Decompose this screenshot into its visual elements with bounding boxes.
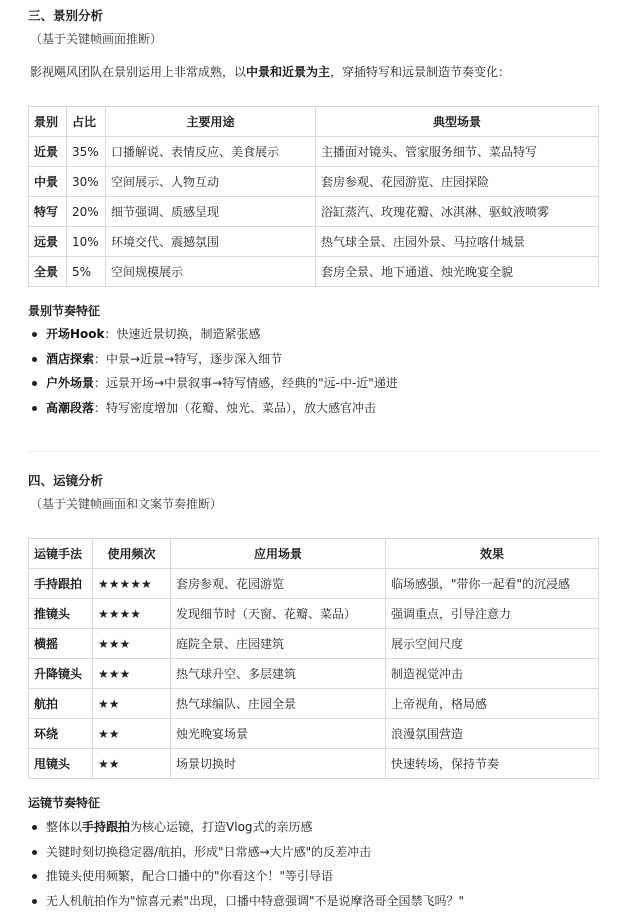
shot-rhythm-title: 景别节奏特征 [28,302,100,319]
cell-effect: 制造视觉冲击 [386,659,599,689]
shot-rhythm-list [28,322,398,420]
item-text: ：远景开场→中景叙事→特写情感，经典的"远-中-近"递进 [94,376,398,390]
cell-scene: 套房全景、地下通道、烛光晚宴全貌 [316,257,599,287]
cell-frequency: ★★★ [93,629,171,659]
cell-scene: 热气球升空、多层建筑 [171,659,386,689]
list-item [28,815,464,840]
intro-text-before: 影视飓风团队在景别运用上非常成熟，以 [30,65,246,79]
cell-usage: 口播解说、表情反应、美食展示 [106,137,316,167]
item-text: 关键时刻切换稳定器/航拍，形成"日常感→大片感"的反差冲击 [46,845,371,859]
cell-effect: 浪漫氛围营造 [386,719,599,749]
section3-title: 三、景别分析 [28,6,103,24]
table-row [29,689,599,719]
header-cell: 使用频次 [93,539,171,569]
cell-effect: 快速转场，保持节奏 [386,749,599,779]
table-row [29,167,599,197]
item-bold: 开场Hook [46,327,105,341]
cell-technique: 横摇 [29,629,93,659]
cell-scene: 浴缸蒸汽、玫瑰花瓣、冰淇淋、驱蚊液喷雾 [316,197,599,227]
cell-effect: 临场感强，"带你一起看"的沉浸感 [386,569,599,599]
section-divider [28,451,598,452]
item-text: 推镜头使用频繁，配合口播中的"你看这个！"等引导语 [46,869,333,883]
cell-scene: 主播面对镜头、管家服务细节、菜品特写 [316,137,599,167]
cell-technique: 甩镜头 [29,749,93,779]
item-text: ：快速近景切换，制造紧张感 [105,327,261,341]
list-item [28,889,464,913]
item-text: 为核心运镜，打造Vlog式的亲历感 [130,820,313,834]
list-item [28,347,398,372]
table-row [29,137,599,167]
item-bold: 高潮段落 [46,401,94,415]
cell-usage: 空间展示、人物互动 [106,167,316,197]
cell-technique: 推镜头 [29,599,93,629]
intro-text-after: ，穿插特写和远景制造节奏变化： [330,65,510,79]
cell-effect: 强调重点，引导注意力 [386,599,599,629]
cell-usage: 空间规模展示 [106,257,316,287]
cell-shot-type: 远景 [29,227,67,257]
cell-frequency: ★★ [93,689,171,719]
cell-usage: 细节强调、质感呈现 [106,197,316,227]
item-text-before: 整体以 [46,820,82,834]
cell-scene: 套房参观、花园游览、庄园探险 [316,167,599,197]
cell-frequency: ★★★ [93,659,171,689]
list-item [28,322,398,347]
section4-title: 四、运镜分析 [28,471,103,489]
header-cell: 典型场景 [316,107,599,137]
cell-effect: 展示空间尺度 [386,629,599,659]
section4-note: （基于关键帧画面和文案节奏推断） [30,495,222,512]
table-header-row [29,539,599,569]
table-header-row [29,107,599,137]
table-row [29,659,599,689]
cell-scene: 场景切换时 [171,749,386,779]
list-item [28,864,464,889]
item-bold: 酒店探索 [46,352,94,366]
list-item [28,371,398,396]
item-bold: 手持跟拍 [82,820,130,834]
shot-scale-table [28,106,599,287]
cell-scene: 热气球编队、庄园全景 [171,689,386,719]
camera-rhythm-title: 运镜节奏特征 [28,794,100,811]
table-row [29,569,599,599]
cell-shot-type: 全景 [29,257,67,287]
header-cell: 占比 [67,107,106,137]
table-row [29,629,599,659]
header-cell: 运镜手法 [29,539,93,569]
camera-rhythm-list [28,815,464,913]
cell-ratio: 10% [67,227,106,257]
list-item [28,396,398,421]
header-cell: 效果 [386,539,599,569]
list-item [28,840,464,865]
cell-shot-type: 中景 [29,167,67,197]
cell-scene: 套房参观、花园游览 [171,569,386,599]
cell-frequency: ★★ [93,749,171,779]
cell-shot-type: 近景 [29,137,67,167]
cell-technique: 升降镜头 [29,659,93,689]
cell-frequency: ★★ [93,719,171,749]
section3-intro [30,63,510,80]
cell-shot-type: 特写 [29,197,67,227]
table-row [29,227,599,257]
cell-technique: 环绕 [29,719,93,749]
cell-scene: 庭院全景、庄园建筑 [171,629,386,659]
cell-ratio: 20% [67,197,106,227]
item-text: 无人机航拍作为"惊喜元素"出现，口播中特意强调"不是说摩洛哥全国禁飞吗？" [46,894,464,908]
cell-ratio: 35% [67,137,106,167]
header-cell: 景别 [29,107,67,137]
cell-technique: 航拍 [29,689,93,719]
table-row [29,599,599,629]
table-row [29,197,599,227]
item-bold: 户外场景 [46,376,94,390]
section3-note: （基于关键帧画面推断） [30,30,162,47]
cell-usage: 环境交代、震撼氛围 [106,227,316,257]
cell-scene: 热气球全景、庄园外景、马拉喀什城景 [316,227,599,257]
cell-ratio: 30% [67,167,106,197]
table-row [29,719,599,749]
table-row [29,749,599,779]
table-row [29,257,599,287]
cell-effect: 上帝视角，格局感 [386,689,599,719]
camera-movement-table [28,538,599,779]
cell-scene: 烛光晚宴场景 [171,719,386,749]
cell-ratio: 5% [67,257,106,287]
cell-frequency: ★★★★ [93,599,171,629]
item-text: ：中景→近景→特写，逐步深入细节 [94,352,282,366]
cell-scene: 发现细节时（天窗、花瓣、菜品） [171,599,386,629]
header-cell: 主要用途 [106,107,316,137]
cell-frequency: ★★★★★ [93,569,171,599]
header-cell: 应用场景 [171,539,386,569]
item-text: ：特写密度增加（花瓣、烛光、菜品），放大感官冲击 [94,401,376,415]
intro-text-bold: 中景和近景为主 [246,65,330,79]
cell-technique: 手持跟拍 [29,569,93,599]
